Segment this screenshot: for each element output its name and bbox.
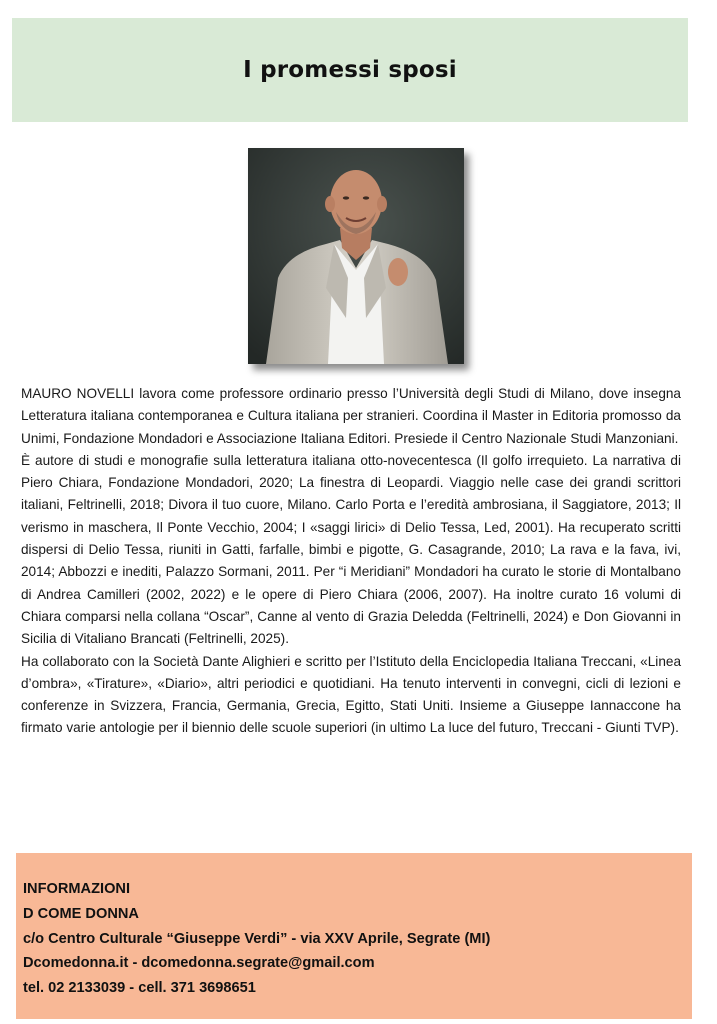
author-biography [21,383,681,740]
bio-paragraph: MAURO NOVELLI lavora come professore ordinario presso l’Università degli Studi di Milano, dove insegna Letteratura italiana contemporanea e Cultura italiana per stranieri. Coordina il Master in Editoria promosso da Unimi, Fondazione Mondadori e Associazione Italiana Editori. Presiede il Centro Nazionale Studi Manzoniani. [21,386,681,446]
venue-address: c/o Centro Culturale “Giuseppe Verdi” - via XXV Aprile, Segrate (MI) [23,930,491,947]
author-photo [248,148,464,364]
info-heading: INFORMAZIONI [23,881,131,897]
contact-info [23,877,490,1001]
author-portrait-icon [248,148,464,364]
bio-paragraph: Ha collaborato con la Società Dante Alighieri e scritto per l’Istituto della Enciclopedia Italiana Treccani, «Linea d’ombra», «Tirature», «Diario», altri periodici e quotidiani. Ha tenuto interventi in convegni, cicli di lezioni e conferenze in Svizzera, Francia, Germania, Grecia, Egitto, Stati Uniti. Insieme a Giuseppe Iannaccone ha firmato varie antologie per il biennio delle scuole superiori (in ultimo La luce del futuro, Treccani - Giunti TVP). [21,653,681,736]
info-banner [16,853,692,1019]
phone-numbers: tel. 02 2133039 - cell. 371 3698651 [23,980,256,997]
title-banner [12,18,688,122]
website-email[interactable]: Dcomedonna.it - dcomedonna.segrate@gmail.com [23,955,375,972]
organizer-name: D COME DONNA [23,905,139,922]
page-title: I promessi sposi [243,57,457,83]
bio-paragraph: È autore di studi e monografie sulla letteratura italiana otto-novecentesca (Il golfo irrequieto. La narrativa di Piero Chiara, Fondazione Mondadori, 2020; La finestra di Leopardi. Viaggio nelle case dei grandi scrittori italiani, Feltrinelli, 2018; Divora il tuo cuore, Milano. Carlo Porta e l’eredità ambrosiana, il Saggiatore, 2013; Il verismo in maschera, Il Ponte Vecchio, 2004; I «saggi lirici» di Delio Tessa, Led, 2001). Ha recuperato scritti dispersi di Delio Tessa, riuniti in Gatti, farfalle, bimbi e pigotte, G. Casagrande, 2010; La rava e la fava, ivi, 2014; Abbozzi e inediti, Palazzo Sormani, 2011. Per “i Meridiani” Mondadori ha curato le storie di Montalbano di Andrea Camilleri (2002, 2022) e le opere di Piero Chiara (2006, 2007). Ha inoltre curato 16 volumi di Chiara comparsi nella collana “Oscar”, Canne al vento di Grazia Deledda (Feltrinelli, 2024) e Don Giovanni in Sicilia di Vitaliano Brancati (Feltrinelli, 2025). [21,452,681,647]
